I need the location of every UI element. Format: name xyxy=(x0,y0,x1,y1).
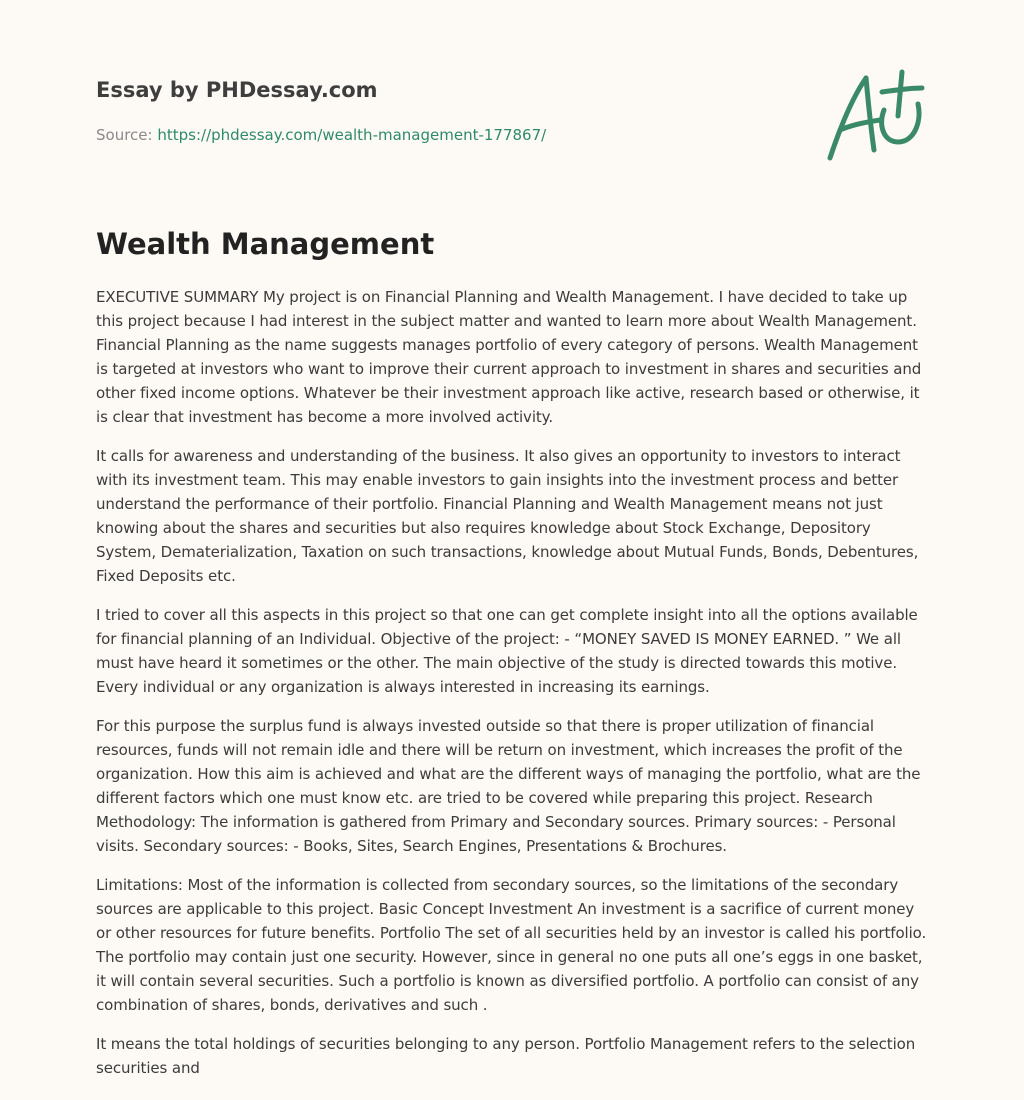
a-plus-logo xyxy=(822,66,928,166)
essay-paragraph: EXECUTIVE SUMMARY My project is on Financial Planning and Wealth Management. I have decided to take up this project because I had interest in the subject matter and wanted to learn more about Wealth Management. Financial Planning as the name suggests manages portfolio of every category of persons. Wealth Management is targeted at investors who want to improve their current approach to investment in shares and securities and other fixed income options. Whatever be their investment approach like active, research based or otherwise, it is clear that investment has become a more involved activity. xyxy=(96,288,922,426)
essay-title: Wealth Management xyxy=(96,227,435,261)
essay-paragraph: Limitations: Most of the information is collected from secondary sources, so the limitations of the secondary sources are applicable to this project. Basic Concept Investment An investment is a sacrifice of current money or other resources for future benefits. Portfolio The set of all securities held by an investor is called his portfolio. The portfolio may contain just one security. However, since in general no one puts all one’s eggs in one basket, it will contain several securities. Such a portfolio is known as diversified portfolio. A portfolio can consist of any combination of shares, bonds, derivatives and such . xyxy=(96,876,927,1014)
source-link[interactable]: https://phdessay.com/wealth-management-177867/ xyxy=(157,126,547,144)
essay-paragraph: It means the total holdings of securities belonging to any person. Portfolio Management refers to the selection securities and xyxy=(96,1035,916,1077)
source-label: Source: xyxy=(96,126,153,144)
essay-paragraph: It calls for awareness and understanding of the business. It also gives an opportunity to investors to interact with its investment team. This may enable investors to gain insights into the investment process and better understand the performance of their portfolio. Financial Planning and Wealth Management means not just knowing about the shares and securities but also requires knowledge about Stock Exchange, Depository System, Dematerialization, Taxation on such transactions, knowledge about Mutual Funds, Bonds, Debentures, Fixed Deposits etc. xyxy=(96,447,919,585)
essay-body xyxy=(96,285,932,1095)
essay-paragraph: I tried to cover all this aspects in this project so that one can get complete insight into all the options available for financial planning of an Individual. Objective of the project: - “MONEY SAVED IS MONEY EARNED. ” We all must have heard it sometimes or the other. The main objective of the study is directed towards this motive. Every individual or any organization is always interested in increasing its earnings. xyxy=(96,606,918,696)
source-line xyxy=(96,125,796,145)
brand-title: Essay by PHDessay.com xyxy=(96,78,378,102)
a-plus-grade-icon xyxy=(822,66,928,166)
essay-paragraph: For this purpose the surplus fund is always invested outside so that there is proper utilization of financial resources, funds will not remain idle and there will be return on investment, which increases the profit of the organization. How this aim is achieved and what are the different ways of managing the portfolio, what are the different factors which one must know etc. are tried to be covered while preparing this project. Research Methodology: The information is gathered from Primary and Secondary sources. Primary sources: - Personal visits. Secondary sources: - Books, Sites, Search Engines, Presentations & Brochures. xyxy=(96,717,921,855)
essay-header xyxy=(96,76,796,145)
